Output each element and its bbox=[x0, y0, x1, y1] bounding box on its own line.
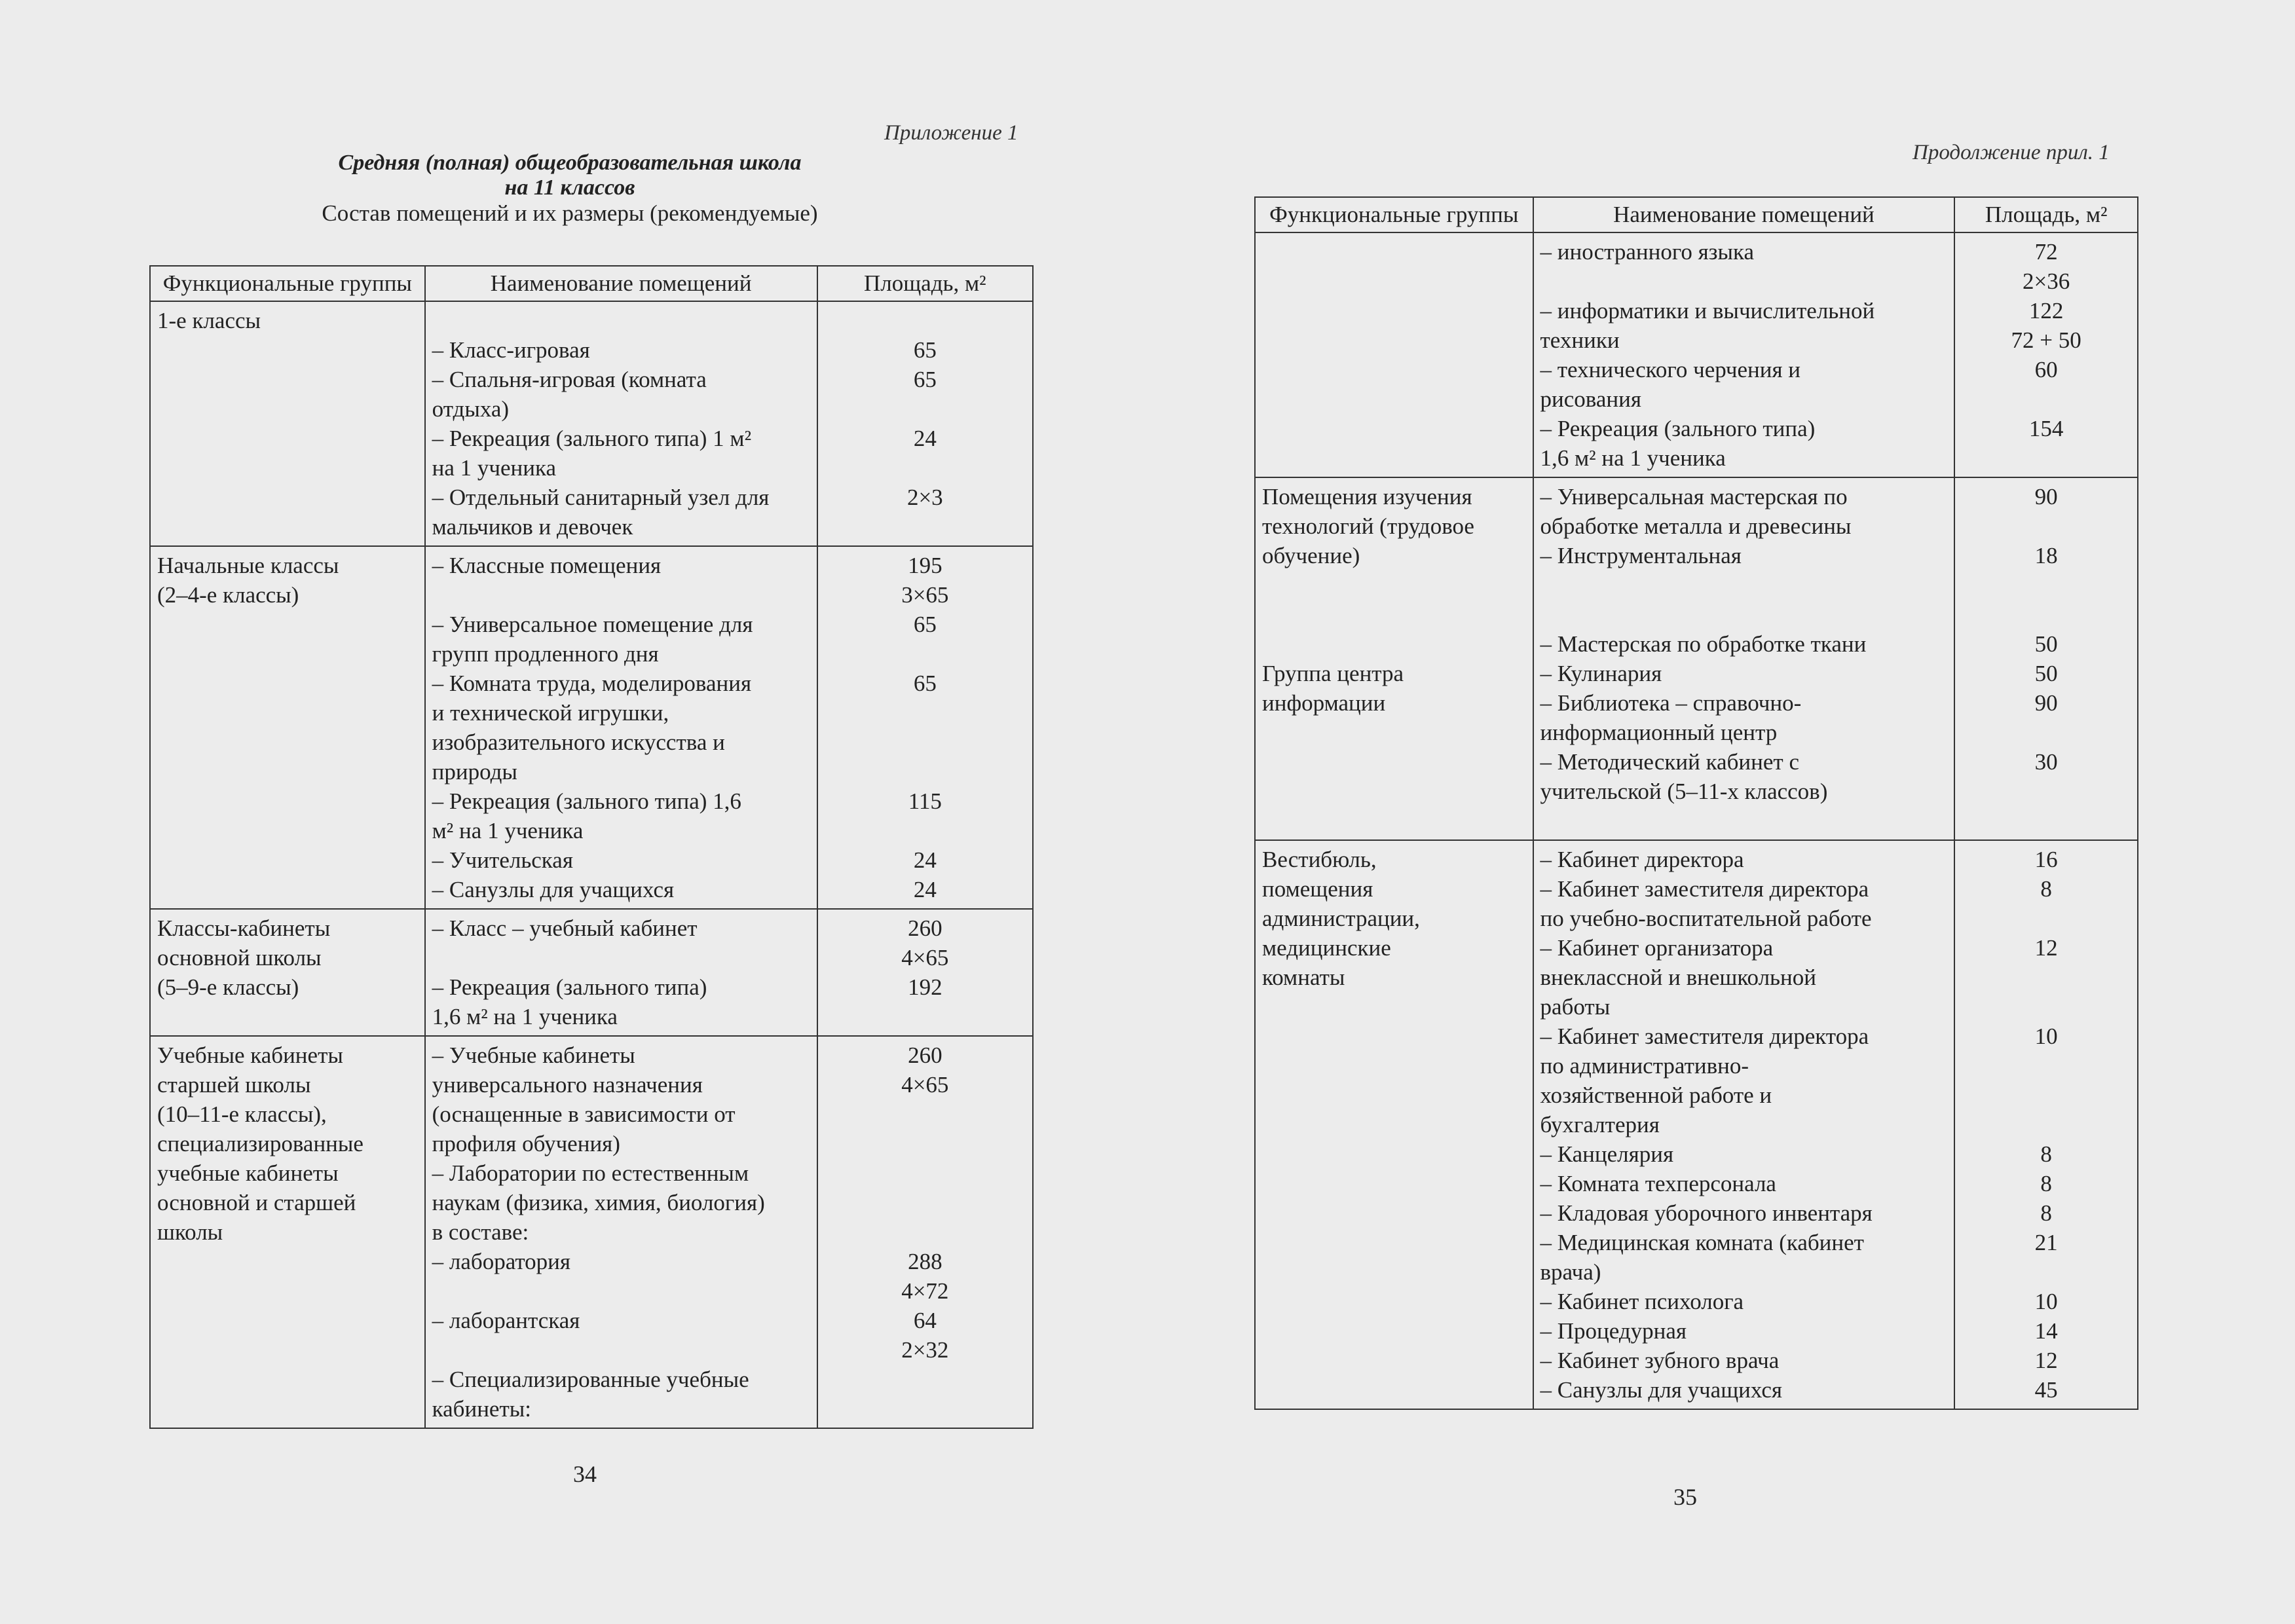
group-line bbox=[1262, 629, 1526, 659]
names-line: – Кабинет директора bbox=[1540, 847, 1744, 872]
area-line bbox=[825, 306, 1026, 335]
names-line: мальчиков и девочек bbox=[432, 514, 633, 540]
area-line: 72 bbox=[2034, 239, 2058, 265]
names-line: информационный центр bbox=[1540, 720, 1778, 745]
area-line: 12 bbox=[2034, 1348, 2058, 1373]
group-line: старшей школы bbox=[157, 1072, 311, 1098]
area-line bbox=[1962, 570, 2131, 600]
area-line: 45 bbox=[2034, 1377, 2058, 1403]
names-line bbox=[1540, 806, 1948, 836]
area-line: 10 bbox=[2034, 1289, 2058, 1314]
table-body bbox=[150, 301, 1033, 1428]
area-line bbox=[825, 1188, 1026, 1217]
names-line: групп продленного дня bbox=[432, 641, 659, 667]
group-cell bbox=[1255, 477, 1533, 840]
names-line: – Универсальное помещение для bbox=[432, 612, 753, 637]
group-line: Группа центра bbox=[1262, 661, 1404, 686]
header-names: Наименование помещений bbox=[1533, 197, 1955, 232]
area-line bbox=[1962, 443, 2131, 473]
area-line bbox=[825, 1002, 1026, 1031]
area-line: 90 bbox=[2034, 484, 2058, 509]
table-body bbox=[1255, 232, 2138, 1409]
names-line: – Инструментальная bbox=[1540, 543, 1742, 568]
names-line: универсального назначения bbox=[432, 1072, 703, 1098]
names-line: по учебно-воспитательной работе bbox=[1540, 906, 1872, 931]
names-line: м² на 1 ученика bbox=[432, 818, 584, 843]
names-line: – Мастерская по обработке ткани bbox=[1540, 631, 1867, 657]
names-line: – лаборантская bbox=[432, 1308, 580, 1333]
group-line: комнаты bbox=[1262, 965, 1345, 990]
group-line: обучение) bbox=[1262, 543, 1360, 568]
area-line bbox=[1962, 904, 2131, 933]
names-line bbox=[1540, 267, 1948, 296]
area-line: 72 + 50 bbox=[2011, 327, 2081, 353]
area-line: 18 bbox=[2034, 543, 2058, 568]
names-line: – Класс – учебный кабинет bbox=[432, 915, 698, 941]
area-line: 21 bbox=[2034, 1230, 2058, 1255]
area-line: 195 bbox=[908, 553, 942, 578]
names-line: – Санузлы для учащихся bbox=[1540, 1377, 1782, 1403]
area-line bbox=[825, 512, 1026, 542]
area-line: 4×65 bbox=[901, 1072, 949, 1098]
names-line bbox=[432, 306, 810, 335]
area-line bbox=[825, 1158, 1026, 1188]
names-line: – Кладовая уборочного инвентаря bbox=[1540, 1200, 1873, 1226]
document-title bbox=[196, 151, 943, 227]
area-line bbox=[825, 639, 1026, 669]
names-line: – Методический кабинет с bbox=[1540, 749, 1799, 775]
names-line: – Процедурная bbox=[1540, 1318, 1687, 1344]
area-line: 2×32 bbox=[901, 1337, 949, 1363]
names-line: по административно- bbox=[1540, 1053, 1749, 1079]
area-cell bbox=[817, 909, 1033, 1036]
area-line bbox=[1962, 384, 2131, 414]
names-line: наукам (физика, химия, биология) bbox=[432, 1190, 765, 1215]
group-line: технологий (трудовое bbox=[1262, 513, 1474, 539]
names-line: рисования bbox=[1540, 386, 1641, 412]
area-line: 8 bbox=[2040, 1171, 2052, 1196]
title-line-2: на 11 классов bbox=[504, 175, 635, 200]
area-line: 154 bbox=[2028, 416, 2064, 441]
names-line: врача) bbox=[1540, 1259, 1601, 1285]
header-groups: Функциональные группы bbox=[1255, 197, 1533, 232]
group-line: 1-е классы bbox=[157, 308, 261, 333]
names-line: хозяйственной работе и bbox=[1540, 1082, 1772, 1108]
group-cell bbox=[150, 546, 425, 909]
area-line bbox=[1962, 1080, 2131, 1110]
names-cell bbox=[1533, 840, 1955, 1409]
area-line bbox=[825, 757, 1026, 786]
area-cell bbox=[817, 301, 1033, 546]
names-line: учительской (5–11-х классов) bbox=[1540, 779, 1828, 804]
names-line: 1,6 м² на 1 ученика bbox=[1540, 445, 1726, 471]
names-cell bbox=[425, 546, 817, 909]
names-line: на 1 ученика bbox=[432, 455, 557, 481]
table-row bbox=[1255, 232, 2138, 477]
area-line: 4×65 bbox=[901, 945, 949, 970]
names-line: в составе: bbox=[432, 1219, 529, 1245]
names-line bbox=[1540, 570, 1948, 600]
subtitle: Состав помещений и их размеры (рекомендуемые) bbox=[322, 200, 818, 226]
header-area: Площадь, м² bbox=[1954, 197, 2138, 232]
appendix-label: Приложение 1 bbox=[884, 121, 1018, 145]
names-line: – Класс-игровая bbox=[432, 337, 590, 363]
names-line: – Универсальная мастерская по bbox=[1540, 484, 1848, 509]
names-line: – Кабинет заместителя директора bbox=[1540, 1024, 1869, 1049]
header-groups: Функциональные группы bbox=[150, 266, 425, 301]
area-line: 65 bbox=[913, 671, 937, 696]
names-line: – Рекреация (зального типа) bbox=[1540, 416, 1816, 441]
area-line bbox=[825, 816, 1026, 845]
area-line: 260 bbox=[908, 1043, 942, 1068]
names-line: 1,6 м² на 1 ученика bbox=[432, 1004, 618, 1029]
group-line bbox=[1262, 600, 1526, 629]
names-line: обработке металла и древесины bbox=[1540, 513, 1852, 539]
area-line: 65 bbox=[913, 612, 937, 637]
group-cell bbox=[150, 909, 425, 1036]
names-line: – Рекреация (зального типа) 1 м² bbox=[432, 426, 752, 451]
group-line: Учебные кабинеты bbox=[157, 1043, 343, 1068]
right-page bbox=[1146, 0, 2295, 1624]
area-line bbox=[825, 728, 1026, 757]
area-line bbox=[1962, 1110, 2131, 1139]
group-line bbox=[1262, 570, 1526, 600]
table-row bbox=[1255, 477, 2138, 840]
names-line bbox=[432, 1276, 810, 1306]
names-line: работы bbox=[1540, 994, 1611, 1020]
table-row bbox=[150, 301, 1033, 546]
names-line: изобразительного искусства и bbox=[432, 729, 725, 755]
names-line: (оснащенные в зависимости от bbox=[432, 1101, 736, 1127]
group-line: Начальные классы bbox=[157, 553, 339, 578]
names-line: – Медицинская комната (кабинет bbox=[1540, 1230, 1864, 1255]
names-line: – Кулинария bbox=[1540, 661, 1662, 686]
names-line bbox=[1540, 600, 1948, 629]
names-line: – Классные помещения bbox=[432, 553, 662, 578]
names-line: природы bbox=[432, 759, 517, 784]
area-line: 65 bbox=[913, 337, 937, 363]
names-line: – лаборатория bbox=[432, 1249, 571, 1274]
area-line: 2×3 bbox=[906, 485, 943, 510]
area-line: 260 bbox=[908, 915, 942, 941]
area-cell bbox=[817, 1036, 1033, 1428]
area-line bbox=[825, 394, 1026, 424]
names-line: – Библиотека – справочно- bbox=[1540, 690, 1802, 716]
area-line: 12 bbox=[2034, 935, 2058, 961]
area-cell bbox=[817, 546, 1033, 909]
area-line bbox=[1962, 1051, 2131, 1080]
group-cell bbox=[1255, 840, 1533, 1409]
names-line: – Отдельный санитарный узел для bbox=[432, 485, 770, 510]
area-line: 4×72 bbox=[901, 1278, 949, 1304]
names-line: – Комната труда, моделирования bbox=[432, 671, 752, 696]
area-line bbox=[1962, 963, 2131, 992]
area-line: 2×36 bbox=[2023, 268, 2070, 294]
area-line: 16 bbox=[2034, 847, 2058, 872]
area-line bbox=[1962, 806, 2131, 836]
names-line: – Рекреация (зального типа) bbox=[432, 974, 707, 1000]
names-line: – технического черчения и bbox=[1540, 357, 1801, 382]
table-row bbox=[150, 909, 1033, 1036]
group-line: основной и старшей bbox=[157, 1190, 356, 1215]
names-line: – Специализированные учебные bbox=[432, 1367, 749, 1392]
group-line: Классы-кабинеты bbox=[157, 915, 331, 941]
area-line bbox=[1962, 992, 2131, 1022]
group-cell bbox=[1255, 232, 1533, 477]
area-line bbox=[825, 453, 1026, 483]
names-line: – Учебные кабинеты bbox=[432, 1043, 635, 1068]
names-cell bbox=[425, 301, 817, 546]
group-line: основной школы bbox=[157, 945, 322, 970]
area-line: 115 bbox=[908, 788, 942, 814]
names-line: – Учительская bbox=[432, 847, 573, 873]
area-cell bbox=[1954, 477, 2138, 840]
names-line: – Лаборатории по естественным bbox=[432, 1160, 749, 1186]
names-line bbox=[432, 580, 810, 610]
names-line: профиля обучения) bbox=[432, 1131, 620, 1156]
area-line bbox=[825, 1394, 1026, 1424]
left-page bbox=[0, 0, 1146, 1624]
table-row bbox=[150, 546, 1033, 909]
names-line: – Канцелярия bbox=[1540, 1141, 1674, 1167]
area-line: 122 bbox=[2028, 298, 2064, 323]
names-cell bbox=[425, 1036, 817, 1428]
area-line: 24 bbox=[913, 426, 937, 451]
area-line: 90 bbox=[2034, 690, 2058, 716]
area-line: 24 bbox=[913, 877, 937, 902]
rooms-table-left bbox=[149, 265, 1034, 1429]
area-cell bbox=[1954, 232, 2138, 477]
group-line: Вестибюль, bbox=[1262, 847, 1377, 872]
names-line: – Комната техперсонала bbox=[1540, 1171, 1776, 1196]
names-line: – Рекреация (зального типа) 1,6 bbox=[432, 788, 741, 814]
table-header-row bbox=[1255, 197, 2138, 232]
group-line: информации bbox=[1262, 690, 1386, 716]
area-line bbox=[825, 698, 1026, 728]
area-line: 50 bbox=[2034, 661, 2058, 686]
header-names: Наименование помещений bbox=[425, 266, 817, 301]
page-number: 34 bbox=[573, 1461, 597, 1487]
area-line bbox=[1962, 777, 2131, 806]
appendix-continued-label: Продолжение прил. 1 bbox=[1912, 141, 2110, 164]
names-line: кабинеты: bbox=[432, 1396, 532, 1422]
area-line: 288 bbox=[908, 1249, 942, 1274]
names-line: бухгалтерия bbox=[1540, 1112, 1660, 1137]
names-cell bbox=[1533, 477, 1955, 840]
area-cell bbox=[1954, 840, 2138, 1409]
table-row bbox=[150, 1036, 1033, 1428]
area-line: 192 bbox=[908, 974, 942, 1000]
group-line: (5–9-е классы) bbox=[157, 974, 299, 1000]
names-line: техники bbox=[1540, 327, 1620, 353]
names-line: – Кабинет зубного врача bbox=[1540, 1348, 1780, 1373]
table-header-row bbox=[150, 266, 1033, 301]
area-line bbox=[1962, 718, 2131, 747]
group-cell bbox=[150, 301, 425, 546]
names-cell bbox=[425, 909, 817, 1036]
names-line: и технической игрушки, bbox=[432, 700, 669, 726]
names-line: – Спальня-игровая (комната bbox=[432, 367, 707, 392]
group-line: специализированные bbox=[157, 1131, 364, 1156]
group-line: медицинские bbox=[1262, 935, 1391, 961]
group-line: администрации, bbox=[1262, 906, 1420, 931]
area-line: 8 bbox=[2040, 1200, 2052, 1226]
names-line bbox=[432, 1335, 810, 1365]
area-line bbox=[1962, 600, 2131, 629]
area-line: 65 bbox=[913, 367, 937, 392]
area-line bbox=[825, 1099, 1026, 1129]
title-line-1: Средняя (полная) общеобразовательная школа bbox=[338, 151, 802, 175]
area-line bbox=[825, 1129, 1026, 1158]
names-line bbox=[432, 943, 810, 972]
area-line bbox=[825, 1365, 1026, 1394]
area-line bbox=[825, 1217, 1026, 1247]
area-line: 50 bbox=[2034, 631, 2058, 657]
area-line: 14 bbox=[2034, 1318, 2058, 1344]
area-line: 10 bbox=[2034, 1024, 2058, 1049]
names-cell bbox=[1533, 232, 1955, 477]
area-line bbox=[1962, 1257, 2131, 1287]
names-line: – Кабинет организатора bbox=[1540, 935, 1774, 961]
names-line: – иностранного языка bbox=[1540, 239, 1755, 265]
area-line: 64 bbox=[913, 1308, 937, 1333]
area-line: 60 bbox=[2034, 357, 2058, 382]
names-line: – информатики и вычислительной bbox=[1540, 298, 1875, 323]
table-row bbox=[1255, 840, 2138, 1409]
rooms-table-right bbox=[1254, 196, 2138, 1410]
group-line: учебные кабинеты bbox=[157, 1160, 339, 1186]
header-area: Площадь, м² bbox=[817, 266, 1033, 301]
names-line: – Кабинет психолога bbox=[1540, 1289, 1744, 1314]
group-line: (2–4-е классы) bbox=[157, 582, 299, 608]
area-line: 8 bbox=[2040, 876, 2052, 902]
area-line: 3×65 bbox=[901, 582, 949, 608]
names-line: – Санузлы для учащихся bbox=[432, 877, 675, 902]
group-cell bbox=[150, 1036, 425, 1428]
area-line: 30 bbox=[2034, 749, 2058, 775]
group-line: помещения bbox=[1262, 876, 1373, 902]
group-line: школы bbox=[157, 1219, 223, 1245]
area-line: 24 bbox=[913, 847, 937, 873]
group-line: Помещения изучения bbox=[1262, 484, 1472, 509]
names-line: отдыха) bbox=[432, 396, 510, 422]
page-number: 35 bbox=[1673, 1484, 1697, 1510]
names-line: внеклассной и внешкольной bbox=[1540, 965, 1816, 990]
names-line: – Кабинет заместителя директора bbox=[1540, 876, 1869, 902]
area-line bbox=[1962, 511, 2131, 541]
group-line: (10–11-е классы), bbox=[157, 1101, 327, 1127]
area-line: 8 bbox=[2040, 1141, 2052, 1167]
